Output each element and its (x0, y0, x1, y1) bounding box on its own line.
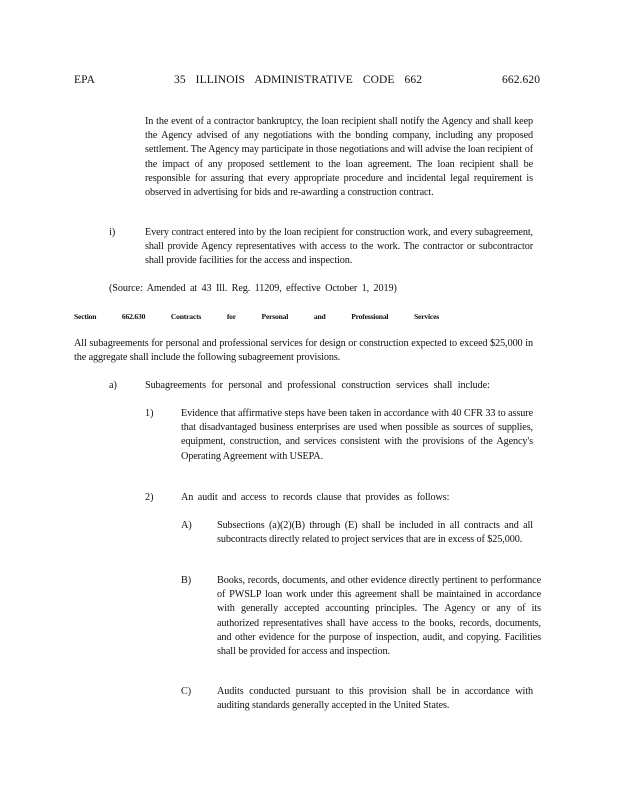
header-section-number: 662.620 (502, 74, 541, 86)
source-note: (Source: Amended at 43 Ill. Reg. 11209, effective October 1, 2019) (109, 283, 397, 294)
item-a-label: a) (109, 380, 117, 391)
item-i-text: Every contract entered into by the loan recipient for construction work, and every subagreement, shall provide Agency representatives with access to the work. The contractor or subcontractor shall provide facilities for the access and inspection. (145, 227, 533, 267)
item-A-text: Subsections (a)(2)(B) through (E) shall be included in all contracts and all subcontracts directly related to project services that are in excess of $25,000. (217, 520, 533, 546)
item-1-text: Evidence that affirmative steps have been taken in accordance with 40 CFR 33 to assure that disadvantaged business enterprises are used when possible as sources of supplies, equipment, construction, and services consistent with the provisions of the Agency's Operating Agreement with USEPA. (181, 408, 533, 462)
item-a-text: Subagreements for personal and professional construction services shall include: (145, 380, 490, 391)
section-heading: Section 662.630 Contracts for Personal and Professional Services (74, 312, 439, 321)
intro-paragraph: In the event of a contractor bankruptcy, the loan recipient shall notify the Agency and shall keep the Agency advised of any negotiations with the bonding company, including any proposed settlement. The Agency may participate in those negotiations and will advise the loan recipient of the impact of any proposed settlement to the loan agreement. The loan recipient shall be responsible for assuring that every appropriate procedure and incidental legal requirement is observed in advertising for bids and re-awarding a construction contract. (145, 116, 533, 199)
item-C-text: Audits conducted pursuant to this provision shall be in accordance with auditing standards generally accepted in the United States. (217, 686, 533, 712)
section-intro: All subagreements for personal and professional services for design or construction expected to exceed $25,000 in the aggregate shall include the following subagreement provisions. (74, 338, 533, 364)
item-A-label: A) (181, 520, 192, 531)
item-C-label: C) (181, 686, 192, 697)
item-2-label: 2) (145, 492, 154, 503)
item-B-text: Books, records, documents, and other evidence directly pertinent to performance of PWSLP loan work under this agreement shall be maintained in accordance with generally accepted accounting principles. The Agency or any of its authorized representatives shall have access to the books, records, documents, and other evidence for the purpose of inspection, audit, and copying. Facilities shall be provided for access and inspection. (217, 575, 541, 658)
item-1-label: 1) (145, 408, 154, 419)
item-B-label: B) (181, 575, 192, 586)
header-title: 35 ILLINOIS ADMINISTRATIVE CODE 662 (174, 74, 423, 86)
header-agency: EPA (74, 74, 95, 86)
item-2-text: An audit and access to records clause that provides as follows: (181, 492, 450, 503)
item-i-label: i) (109, 227, 116, 238)
